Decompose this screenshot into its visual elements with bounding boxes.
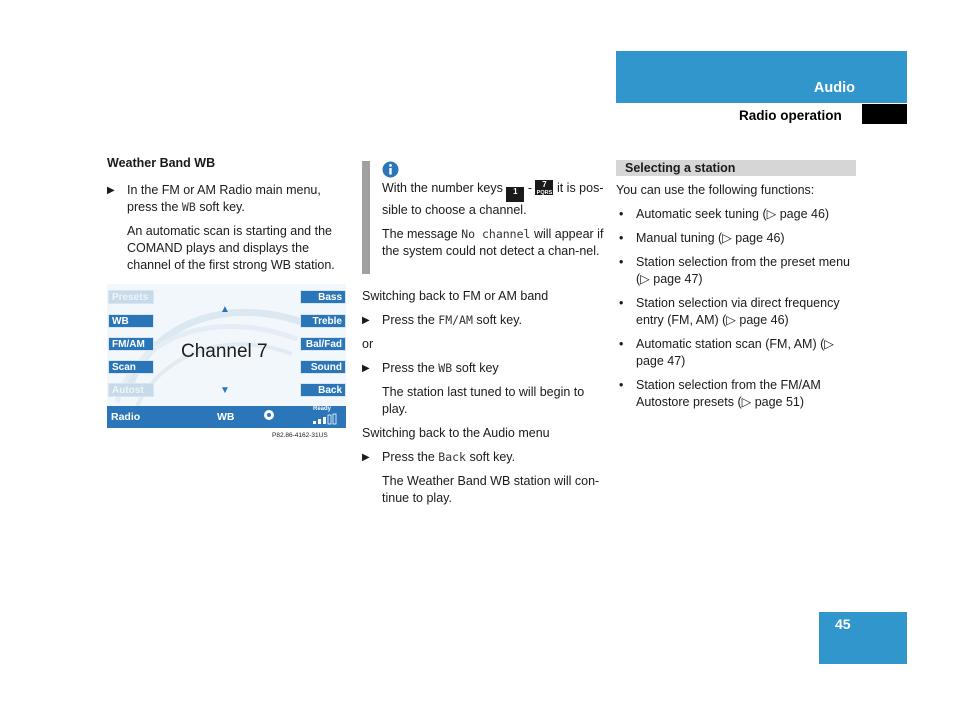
info-text-part: - bbox=[524, 181, 536, 195]
softkey-wb[interactable]: WB bbox=[108, 314, 154, 328]
softkey-sound[interactable]: Sound bbox=[300, 360, 346, 374]
step-text: soft key bbox=[452, 361, 499, 375]
or-text: or bbox=[362, 337, 374, 351]
functions-intro: You can use the following functions: bbox=[616, 183, 815, 197]
page-number-box bbox=[819, 612, 907, 664]
scroll-down-icon[interactable]: ▼ bbox=[220, 385, 230, 396]
fm-am-heading: Switching back to FM or AM band bbox=[362, 289, 549, 303]
key-number: 7 bbox=[542, 180, 547, 189]
signal-strength-icon bbox=[312, 413, 342, 425]
subsection-title: Radio operation bbox=[739, 108, 842, 123]
step-press-wb-again bbox=[362, 360, 610, 377]
softkey-presets[interactable]: Presets bbox=[108, 290, 154, 304]
step-arrow-icon: ▶ bbox=[107, 185, 115, 196]
channel-display: Channel 7 bbox=[181, 341, 268, 362]
weather-band-column bbox=[107, 155, 352, 281]
info-paragraph-keys bbox=[382, 180, 608, 219]
softkey-bass[interactable]: Bass bbox=[300, 290, 346, 304]
status-source: Radio bbox=[111, 411, 141, 423]
disc-icon bbox=[264, 410, 274, 420]
softkey-treble[interactable]: Treble bbox=[300, 314, 346, 328]
switching-column bbox=[362, 288, 610, 514]
comand-display bbox=[107, 284, 346, 428]
softkey-back[interactable]: Back bbox=[300, 383, 346, 397]
list-item-text: Manual tuning (▷ page 46) bbox=[636, 231, 785, 245]
list-item-text: Station selection from the preset menu (▷ page 47) bbox=[636, 255, 851, 286]
step-text: soft key. bbox=[472, 313, 522, 327]
step-press-wb bbox=[107, 182, 352, 216]
softkey-bal-fad[interactable]: Bal/Fad bbox=[300, 337, 346, 351]
section-title: Audio bbox=[813, 80, 855, 96]
info-icon bbox=[382, 161, 399, 178]
list-item bbox=[616, 254, 856, 288]
info-box bbox=[362, 161, 610, 274]
display-message: No channel bbox=[461, 227, 531, 241]
number-key-7 bbox=[535, 180, 553, 195]
selecting-station-column bbox=[616, 160, 856, 418]
bullet-icon: • bbox=[619, 255, 624, 269]
status-bar bbox=[107, 406, 346, 428]
step-press-fm-am bbox=[362, 312, 610, 329]
softkey-name: WB bbox=[181, 200, 196, 214]
info-text-part: The message bbox=[382, 227, 462, 241]
status-ready: Ready bbox=[313, 406, 332, 412]
softkey-scan[interactable]: Scan bbox=[108, 360, 154, 374]
list-item-text: Station selection via direct frequency entry (FM, AM) (▷ page 46) bbox=[636, 296, 840, 327]
audio-menu-heading: Switching back to the Audio menu bbox=[362, 426, 550, 440]
list-item bbox=[616, 230, 856, 247]
step-text: Press the bbox=[382, 313, 439, 327]
list-item-text: Station selection from the FM/AM Autostore presets (▷ page 51) bbox=[636, 378, 821, 409]
step-press-back bbox=[362, 449, 610, 466]
info-bar bbox=[362, 161, 370, 274]
status-band: WB bbox=[217, 411, 235, 423]
step-text: In the FM or AM Radio main menu, press the bbox=[127, 183, 321, 214]
key-number: 1 bbox=[513, 187, 518, 196]
softkey-name: Back bbox=[438, 450, 466, 464]
step-text: soft key. bbox=[195, 200, 245, 214]
step-arrow-icon: ▶ bbox=[362, 452, 370, 463]
step-text: soft key. bbox=[465, 450, 516, 464]
key-letters: PQRS bbox=[536, 190, 553, 196]
number-key-1 bbox=[506, 187, 524, 202]
step-arrow-icon: ▶ bbox=[362, 363, 370, 374]
step-text: Press the bbox=[382, 450, 439, 464]
wb-result: The station last tuned to will begin to play. bbox=[382, 385, 585, 416]
list-item bbox=[616, 377, 856, 411]
bullet-icon: • bbox=[619, 207, 624, 221]
info-text bbox=[382, 180, 608, 267]
info-text-part: will appear if the system could not detect a chan-nel. bbox=[382, 227, 604, 258]
scan-description: An automatic scan is starting and the COMAND plays and displays the channel of the first strong WB station. bbox=[127, 224, 335, 272]
list-item bbox=[616, 295, 856, 329]
bullet-icon: • bbox=[619, 296, 624, 310]
list-item-text: Automatic seek tuning (▷ page 46) bbox=[636, 207, 830, 221]
step-text: Press the bbox=[382, 361, 439, 375]
bullet-icon: • bbox=[619, 378, 624, 392]
list-item bbox=[616, 336, 856, 370]
softkey-fm-am[interactable]: FM/AM bbox=[108, 337, 154, 351]
info-text-part: it is pos-sible to choose a channel. bbox=[382, 181, 604, 217]
functions-list bbox=[616, 206, 856, 411]
section-bar: Selecting a station bbox=[616, 160, 856, 176]
softkey-autost[interactable]: Autost bbox=[108, 383, 154, 397]
info-text-part: With the number keys bbox=[382, 181, 507, 195]
scroll-up-icon[interactable]: ▲ bbox=[220, 304, 230, 315]
header-marker bbox=[862, 104, 907, 124]
weather-band-heading: Weather Band WB bbox=[107, 156, 216, 170]
softkey-name: WB bbox=[438, 361, 453, 375]
bullet-icon: • bbox=[619, 337, 624, 351]
header-banner bbox=[616, 51, 907, 103]
back-result: The Weather Band WB station will con-tinue to play. bbox=[382, 474, 600, 505]
image-code: P82.86-4162-31US bbox=[272, 432, 328, 439]
info-paragraph-message bbox=[382, 226, 608, 260]
page-number: 45 bbox=[835, 616, 851, 632]
bullet-icon: • bbox=[619, 231, 624, 245]
list-item bbox=[616, 206, 856, 223]
softkey-name: FM/AM bbox=[438, 313, 473, 327]
list-item-text: Automatic station scan (FM, AM) (▷ page 47) bbox=[636, 337, 834, 368]
step-arrow-icon: ▶ bbox=[362, 315, 370, 326]
